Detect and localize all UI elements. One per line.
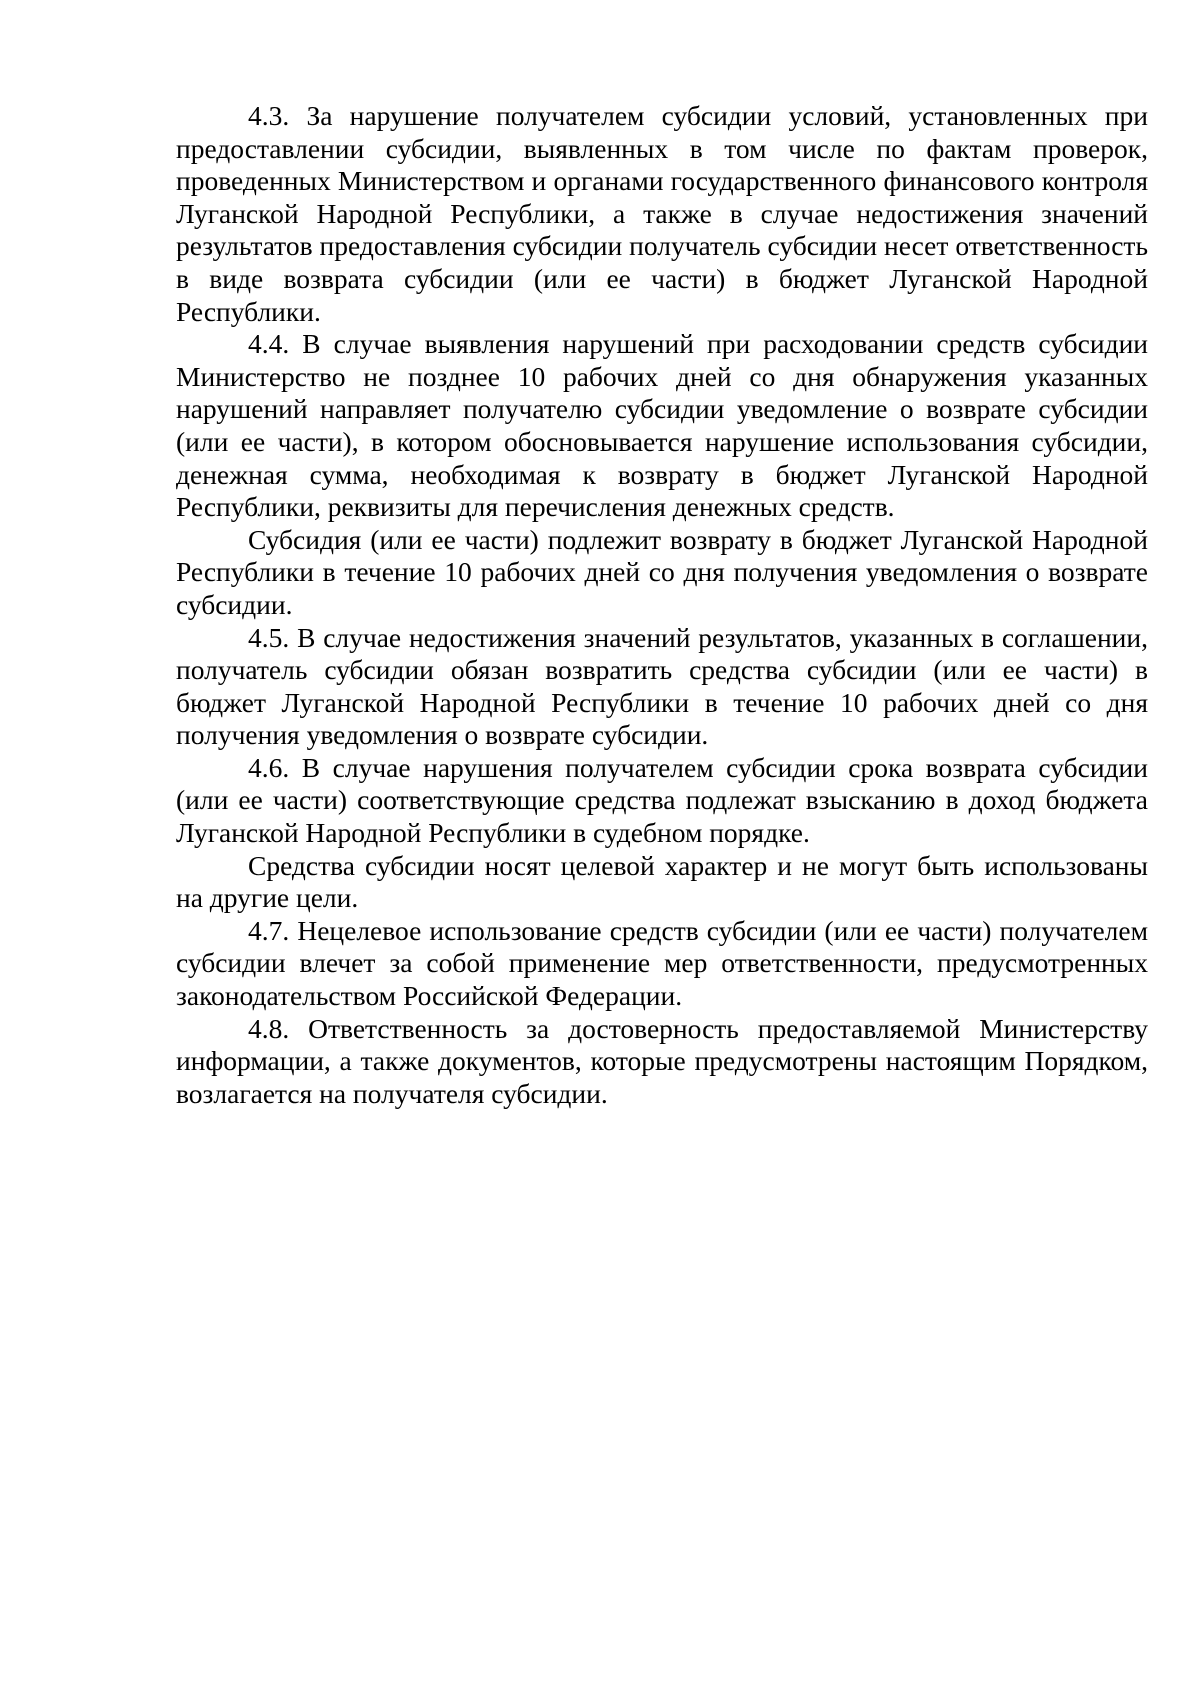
document-body xyxy=(176,100,1148,1110)
paragraph-4-3: 4.3. За нарушение получателем субсидии условий, установленных при предоставлении субсидии, выявленных в том числе по фактам проверок, проведенных Министерством и органами государственного финансового контроля Луганской Народной Республики, а также в случае недостижения значений результатов предоставления субсидии получатель субсидии несет ответственность в виде возврата субсидии (или ее части) в бюджет Луганской Народной Республики. xyxy=(176,100,1148,327)
paragraph-4-6: 4.6. В случае нарушения получателем субсидии срока возврата субсидии (или ее части) соответствующие средства подлежат взысканию в доход бюджета Луганской Народной Республики в судебном порядке. xyxy=(176,751,1148,849)
paragraph-4-8: 4.8. Ответственность за достоверность предоставляемой Министерству информации, а также документов, которые предусмотрены настоящим Порядком, возлагается на получателя субсидии. xyxy=(176,1012,1148,1109)
paragraph-4-4: 4.4. В случае выявления нарушений при расходовании средств субсидии Министерство не позднее 10 рабочих дней со дня обнаружения указанных нарушений направляет получателю субсидии уведомление о возврате субсидии (или ее части), в котором обосновывается нарушение использования субсидии, денежная сумма, необходимая к возврату в бюджет Луганской Народной Республики, реквизиты для перечисления денежных средств. xyxy=(176,328,1148,523)
paragraph-4-4-return-term: Субсидия (или ее части) подлежит возврату в бюджет Луганской Народной Республики в течение 10 рабочих дней со дня получения уведомления о возврате субсидии. xyxy=(176,523,1148,620)
paragraph-4-7: 4.7. Нецелевое использование средств субсидии (или ее части) получателем субсидии влечет за собой применение мер ответственности, предусмотренных законодательством Российской Федерации. xyxy=(176,914,1148,1012)
paragraph-4-6-purpose: Средства субсидии носят целевой характер и не могут быть использованы на другие цели. xyxy=(176,849,1148,914)
paragraph-4-5: 4.5. В случае недостижения значений результатов, указанных в соглашении, получатель субсидии обязан возвратить средства субсидии (или ее части) в бюджет Луганской Народной Республики в течение 10 рабочих дней со дня получения уведомления о возврате субсидии. xyxy=(176,621,1148,751)
